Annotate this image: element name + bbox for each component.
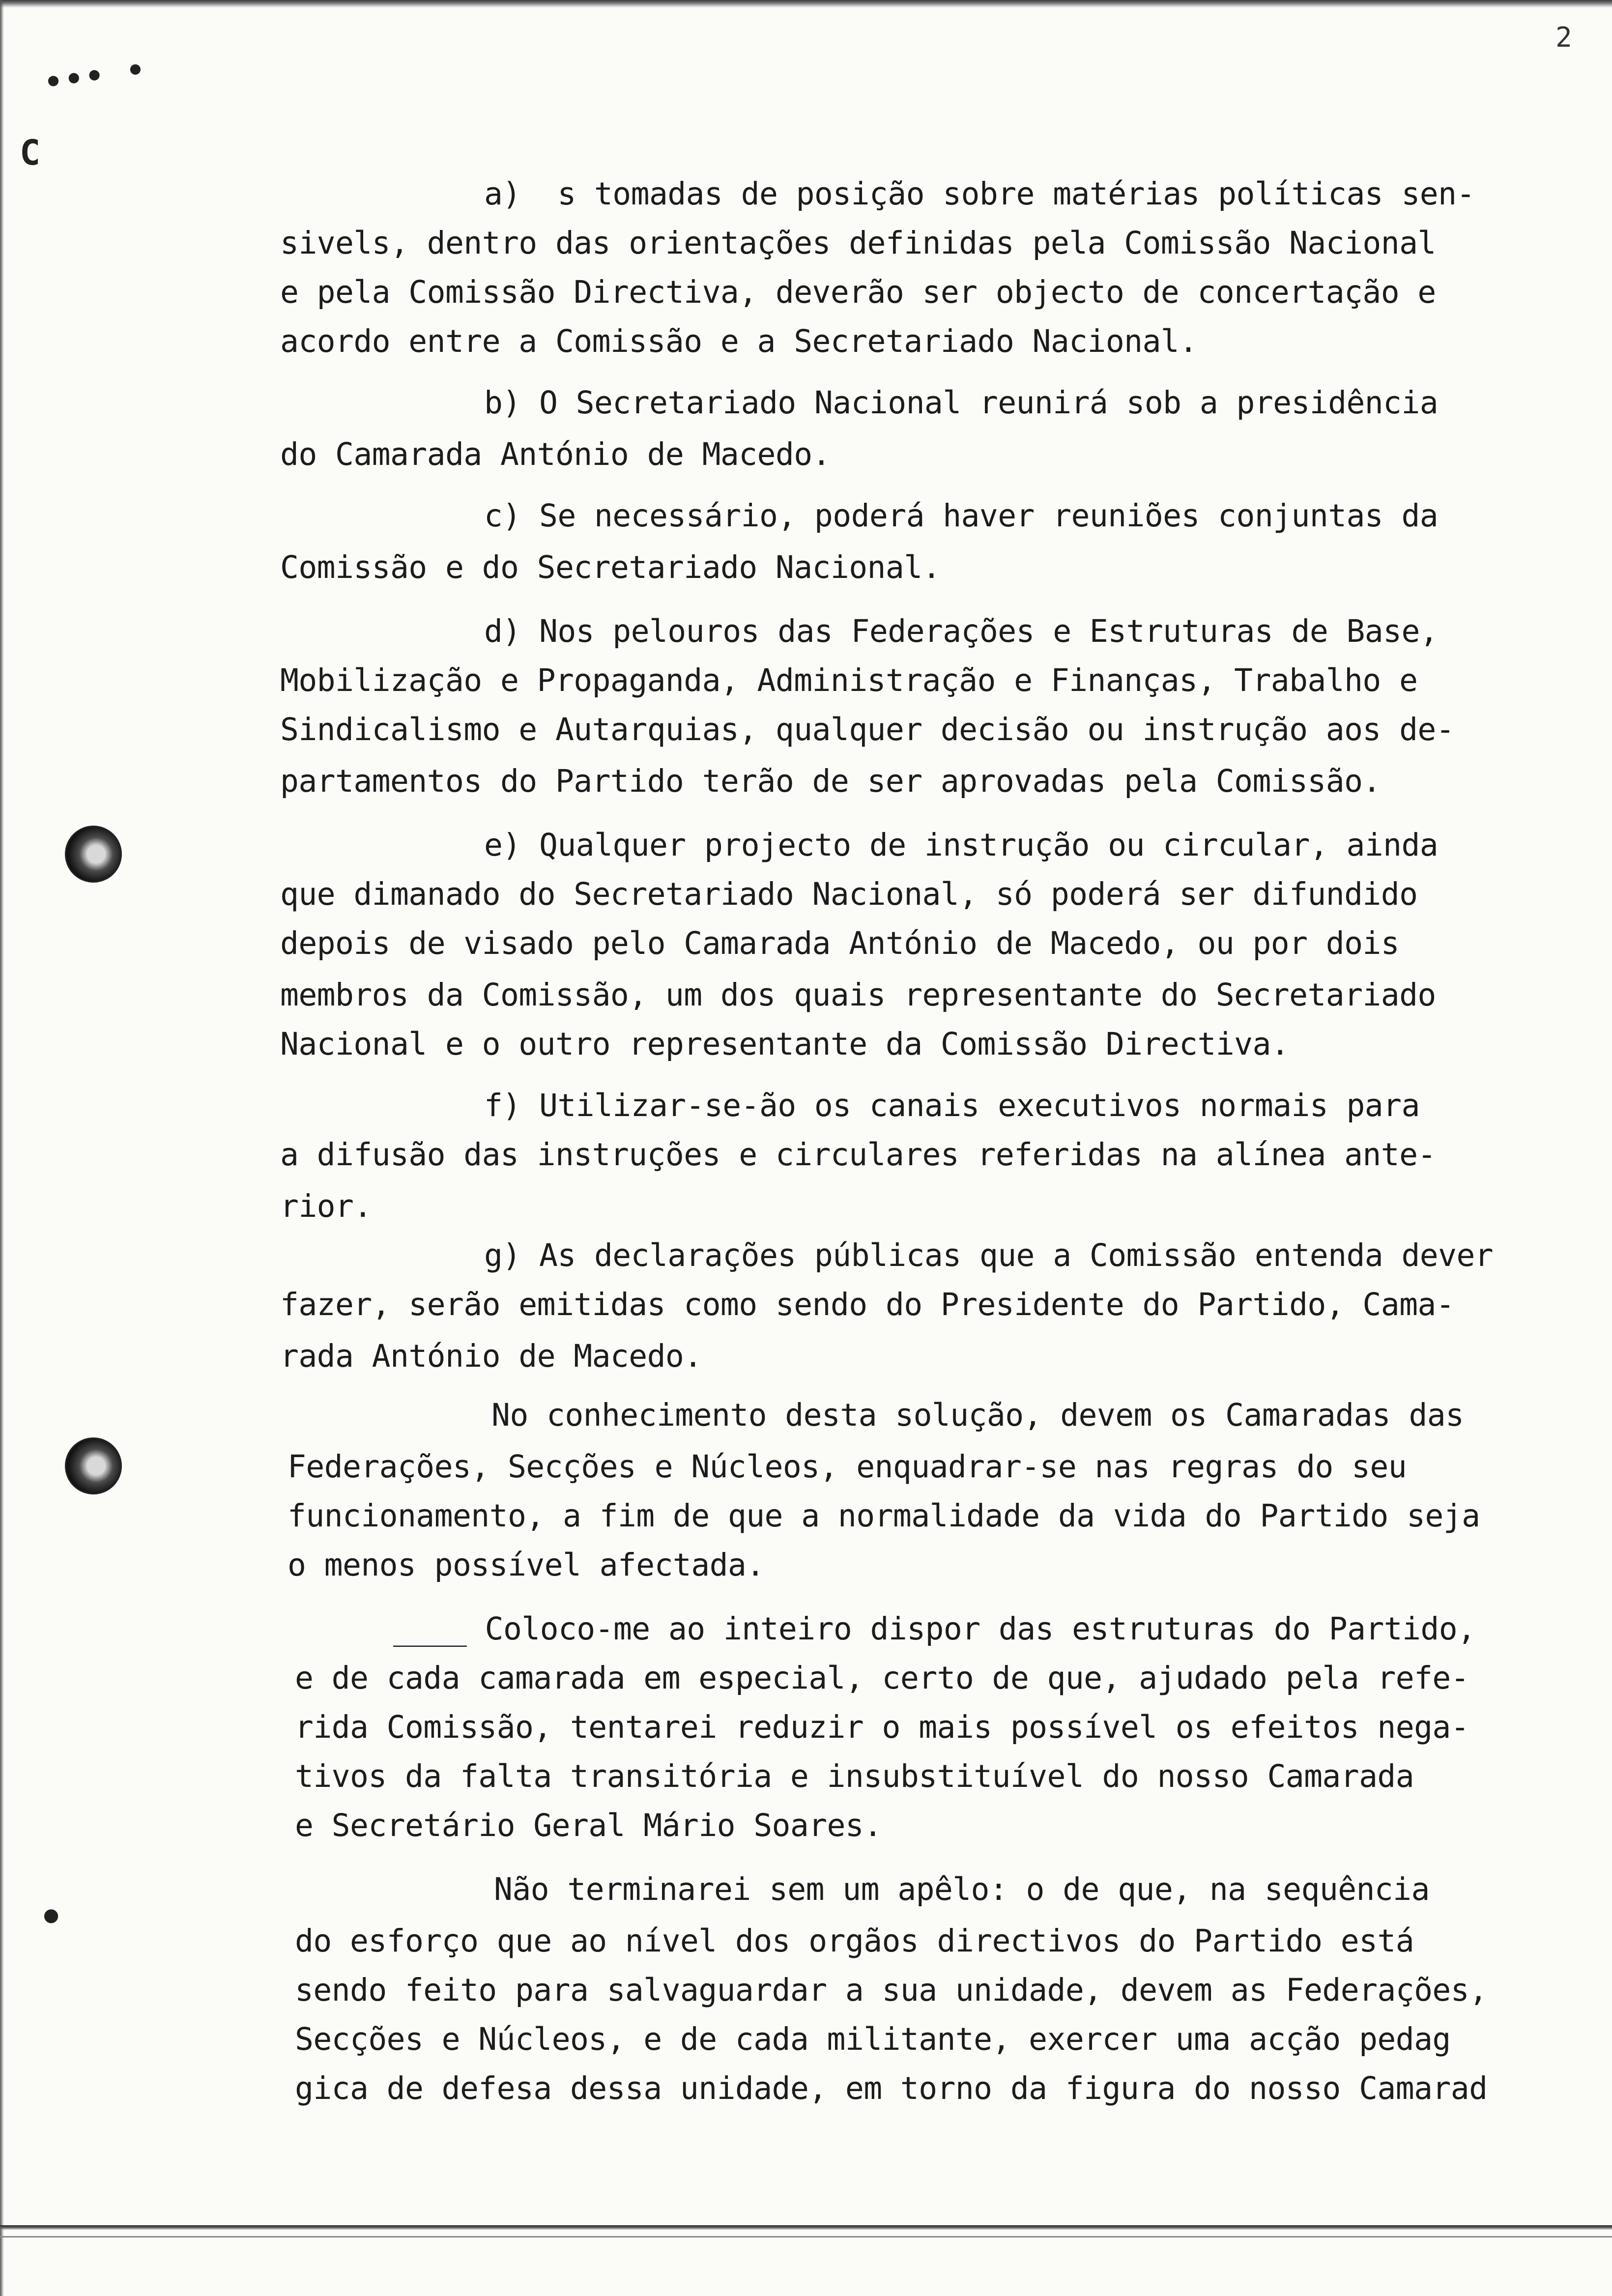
text-line: c) Se necessário, poderá haver reuniões conjuntas da <box>484 498 1439 534</box>
text-line: Federações, Secções e Núcleos, enquadrar-se nas regras do seu <box>288 1449 1407 1485</box>
text-line: ____ Coloco-me ao inteiro dispor das estruturas do Partido, <box>393 1611 1476 1647</box>
text-line: d) Nos pelouros das Federações e Estruturas de Base, <box>484 613 1439 649</box>
text-line: tivos da falta transitória e insubstituível do nosso Camarada <box>295 1758 1414 1794</box>
text-line: funcionamento, a fim de que a normalidade da vida do Partido seja <box>288 1498 1480 1534</box>
text-line: f) Utilizar-se-ão os canais executivos normais para <box>484 1088 1420 1123</box>
page-number: 2 <box>1555 22 1572 54</box>
text-line: sendo feito para salvaguardar a sua unidade, devem as Federações, <box>295 1972 1488 2008</box>
text-line: e Secretário Geral Mário Soares. <box>295 1808 882 1843</box>
text-line: do esforço que ao nível dos orgãos directivos do Partido está <box>295 1923 1414 1959</box>
text-line: sivels, dentro das orientações definidas pela Comissão Nacional <box>280 225 1436 261</box>
text-line: rior. <box>280 1188 372 1224</box>
text-line: g) As declarações públicas que a Comissão entenda dever <box>484 1237 1494 1273</box>
margin-handwritten-mark: ••• • <box>42 52 150 101</box>
text-line: a) s tomadas de posição sobre matérias políticas sen- <box>484 176 1475 212</box>
text-line: do Camarada António de Macedo. <box>280 436 831 472</box>
text-line: partamentos do Partido terão de ser aprovadas pela Comissão. <box>280 763 1381 799</box>
text-line: Comissão e do Secretariado Nacional. <box>280 549 941 585</box>
text-line: membros da Comissão, um dos quais representante do Secretariado <box>280 977 1436 1013</box>
text-line: Mobilização e Propaganda, Administração e Finanças, Trabalho e <box>280 662 1418 698</box>
text-line: fazer, serão emitidas como sendo do Presidente do Partido, Cama- <box>280 1287 1455 1322</box>
margin-handwritten-mark: C <box>20 133 41 173</box>
text-line: Nacional e o outro representante da Comissão Directiva. <box>280 1026 1290 1062</box>
text-line: Secções e Núcleos, e de cada militante, exercer uma acção pedag <box>295 2021 1451 2057</box>
text-line: gica de defesa dessa unidade, em torno da figura do nosso Camarad <box>295 2070 1488 2106</box>
text-line: Não terminarei sem um apêlo: o de que, na sequência <box>494 1871 1430 1907</box>
text-line: e) Qualquer projecto de instrução ou circular, ainda <box>484 827 1439 863</box>
text-line: Sindicalismo e Autarquias, qualquer decisão ou instrução aos de- <box>280 712 1455 747</box>
text-line: a difusão das instruções e circulares referidas na alínea ante- <box>280 1137 1436 1173</box>
text-line: que dimanado do Secretariado Nacional, só poderá ser difundido <box>280 876 1418 912</box>
text-line: No conhecimento desta solução, devem os Camaradas das <box>491 1397 1464 1433</box>
text-line: b) O Secretariado Nacional reunirá sob a presidência <box>484 385 1439 421</box>
text-line: e de cada camarada em especial, certo de que, ajudado pela refe- <box>295 1660 1469 1696</box>
text-line: o menos possível afectada. <box>288 1547 765 1583</box>
text-line: rida Comissão, tentarei reduzir o mais possível os efeitos nega- <box>295 1709 1469 1745</box>
text-line: acordo entre a Comissão e a Secretariado Nacional. <box>280 323 1198 359</box>
text-line: rada António de Macedo. <box>280 1338 702 1374</box>
margin-handwritten-mark: • <box>39 1894 63 1940</box>
text-line: e pela Comissão Directiva, deverão ser objecto de concertação e <box>280 274 1436 310</box>
text-line: depois de visado pelo Camarada António de Macedo, ou por dois <box>280 925 1400 961</box>
